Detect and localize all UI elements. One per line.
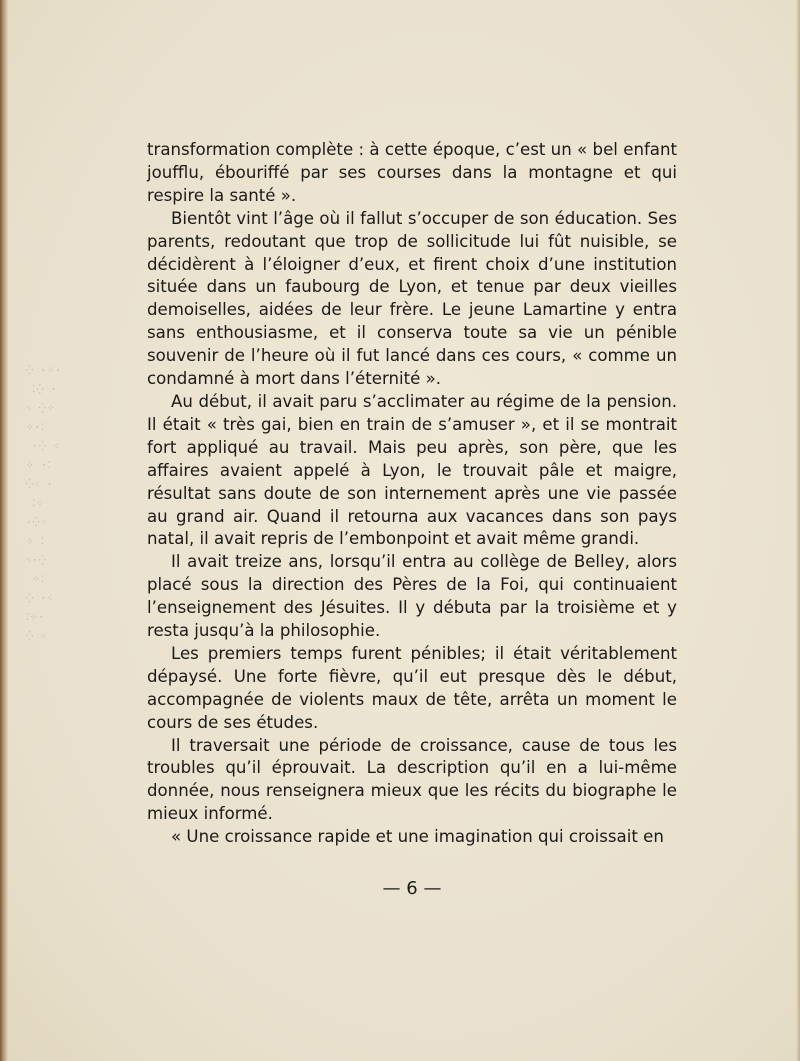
paragraph: Il traversait une période de croissance, cause de tous les troubles qu’il éprouvait. La description qu’il en a lui-même donnée, nous renseignera mieux que les récits du biographe le mieux informé. xyxy=(147,735,677,824)
paragraph: Au début, il avait paru s’acclimater au régime de la pension. Il était « très gai, bien en train de s’amuser », et il se montrait fort appliqué au travail. Mais peu après, son père, que les affaires avaient appelé à Lyon, le trouvait pâle et maigre, résultat sans doute de son internement après une vie passée au grand air. Quand il retourna aux vacances dans son pays natal, il avait repris de l’embonpoint et avait même grandi. xyxy=(147,391,677,549)
paragraph: Il avait treize ans, lorsqu’il entra au collège de Belley, alors placé sous la direction des Pères de la Foi, qui continuaient l’enseignement des Jésuites. Il y débuta par la troisième et y resta jusqu’à la philosophie. xyxy=(147,552,677,641)
paragraph: Bientôt vint l’âge où il fallut s’occuper de son éducation. Ses parents, redoutant que trop de sollicitude lui fût nuisible, se décidèrent à l’éloigner d’eux, et firent choix d’une institution située dans un faubourg de Lyon, et tenue par deux vieilles demoiselles, aidées de leur frère. Le jeune Lamartine y entra sans enthousiasme, et il conserva toute sa vie un pénible souvenir de l’heure où il fut lancé dans ces cours, « comme un condamné à mort dans l’éternité ». xyxy=(147,208,677,389)
paragraph: Les premiers temps furent pénibles; il était véritablement dépaysé. Une forte fièvre, qu’il eut presque dès le début, accompagnée de violents maux de tête, arrêta un moment le cours de ses études. xyxy=(147,643,677,732)
page-right-edge xyxy=(796,0,800,1061)
binding-edge xyxy=(0,0,8,1061)
body-text xyxy=(147,139,677,849)
page-number: — 6 — xyxy=(382,878,442,899)
bleed-through-marks: ⁛ ·⁘· ⁚⁛ · ⁖ ⁛⁘ ⁘·⁚ ·⁛ ⁖ ⁘ ·⁚ ⁛⁖ · ⁚⁘ ·⁛⁖ ⁘ ⁚ ⁖·⁛ ⁘⁚ ⁛ ·⁖ ⁚⁘· ⁛ ⁖ xyxy=(26,366,62,642)
paragraph: transformation complète : à cette époque, c’est un « bel enfant joufflu, ébouriffé par ses courses dans la montagne et qui respire la santé ». xyxy=(147,140,677,205)
paragraph: « Une croissance rapide et une imagination qui croissait en xyxy=(171,827,664,847)
